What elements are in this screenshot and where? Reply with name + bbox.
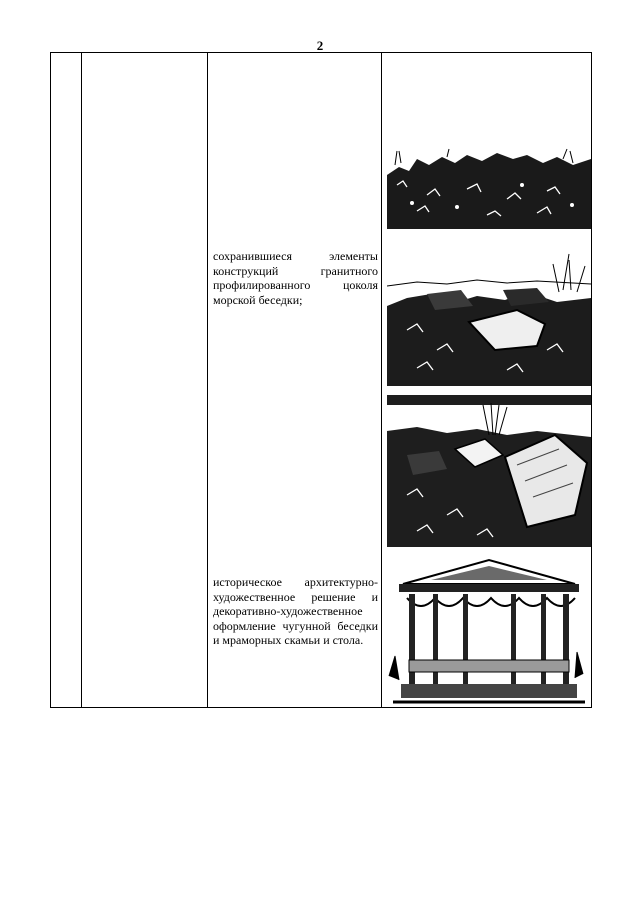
heritage-table: [50, 52, 592, 708]
granite-blocks-photo: [387, 395, 591, 547]
rocky-slope-photo: [387, 145, 591, 229]
column-divider: [207, 53, 208, 707]
column-divider: [381, 53, 382, 707]
granite-plinth-description: сохранившиеся элементы конструкций гранитного профилированного цоколя морской беседки;: [213, 249, 378, 307]
column-divider: [81, 53, 82, 707]
page-number: 2: [316, 38, 324, 53]
gazebo-description: историческое архитектурно-художественное решение и декоративно-художественное оформление чугунной беседки и мраморных скамьи и стола.: [213, 575, 378, 647]
cast-iron-gazebo-photo: [387, 556, 591, 706]
granite-ruins-photo: [387, 250, 591, 386]
